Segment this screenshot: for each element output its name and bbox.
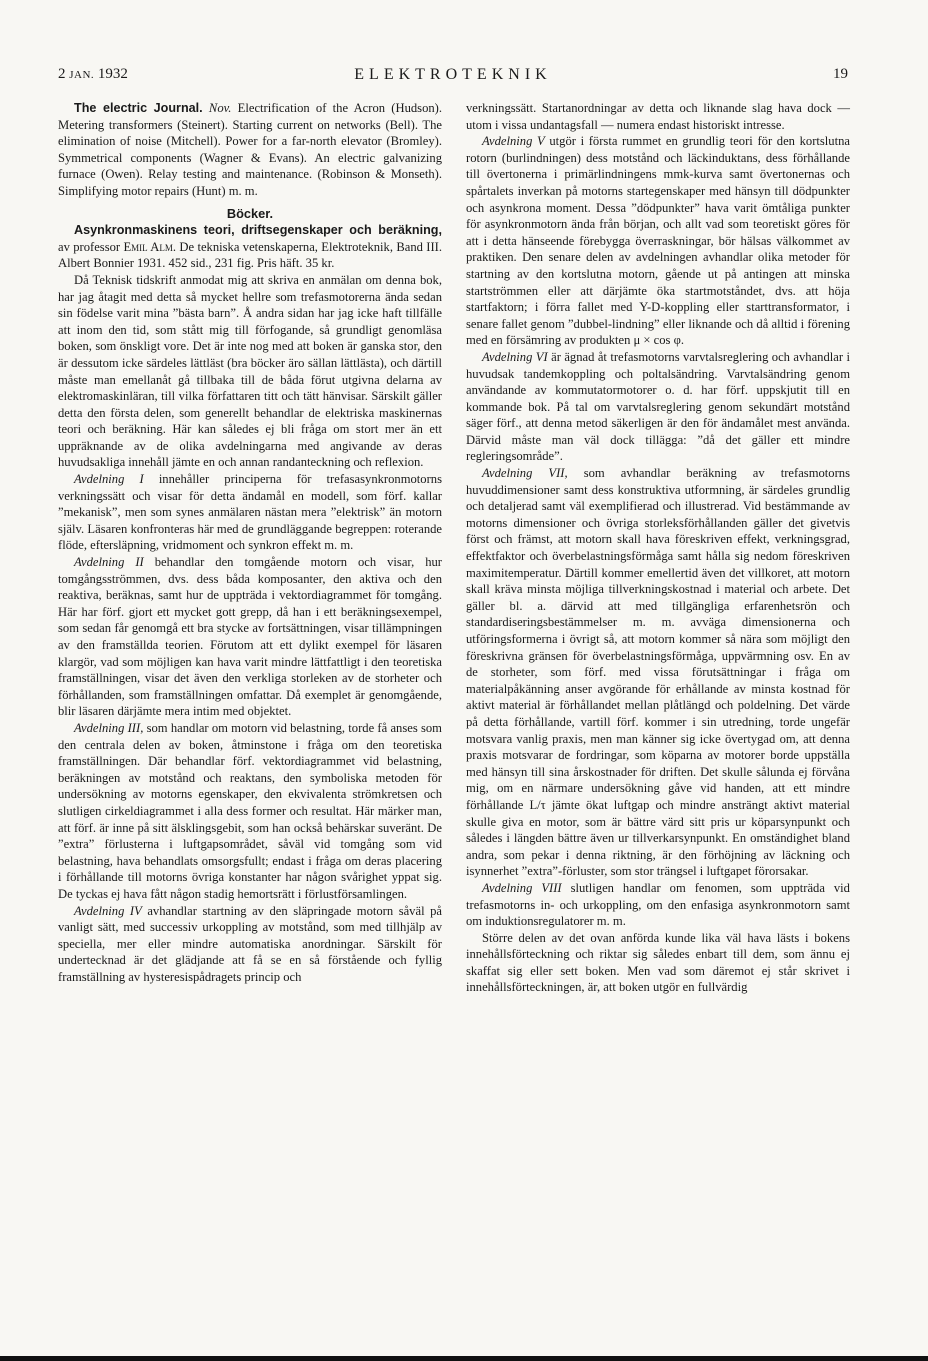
book-title: Asynkronmaskinens teori, driftsegenskaper och beräkning,: [74, 223, 442, 238]
review-paragraph: Då Teknisk tidskrift anmodat mig att skriva en anmälan om denna bok, har jag åtagit med detta så mycket hellre som trefasmotorerna ända sedan sin födelse varit mina ”bästa barn”. Å andra sidan har jag icke haft tillfälle att inom den tid, som stått mig till förfogande, så grundligt genomläsa boken, som önskligt vore. Det är inte nog med att boken är ganska stor, den är dessutom icke särdeles lättläst (bra böcker äro sällan lättlästa), och därtill måste man emellanåt gå tillbaka till de båda förut utgivna delarna av elektromaskinläran, till vilka författaren titt och tätt hänvisar. Särskilt gäller detta den första delen, som generellt behandlar de elektriska maskinernas teori och beräkning. Här kan således ej bli fråga om stort mer än ett uppräknande av de olika avdelningarna med angivande av deras huvudsakliga innehåll jämte en och annan randanteckning och reflexion.: [58, 272, 442, 470]
journal-contents: Electrification of the Acron (Hudson). Metering transformers (Steinert). Starting current on networks (Bell). The elimination of noise (Mitchell). Power for a far-north elevator (Bromley). Symmetrical components (Wagner & Evans). An electric galvanizing furnace (Owen). Relay testing and maintenance. (Robinson & Monseth). Simplifying motor repairs (Hunt) m. m.: [58, 101, 443, 198]
review-paragraph: [58, 471, 442, 554]
book-details: De tekniska vetenskaperna, Elektroteknik, Band III. Albert Bonnier 1931. 452 sid., 231 fig. Pris häft. 35 kr.: [58, 239, 442, 271]
review-paragraph: [466, 349, 850, 465]
section-text: innehåller principerna för trefasasynkronmotorns verkningssätt och visar för detta ändamål en modell, som förf. kallar ”mekanisk”, men som synes anmälaren nästan mera ”elektrisk” än motorn själv. Läsaren konfronteras här med de grundläggande begreppen: roterande flöde, eftersläpning, vridmoment och synkron effekt m. m.: [58, 472, 442, 553]
section-lead: Avdelning VIII: [482, 880, 562, 895]
section-text: behandlar den tomgående motorn och visar, hur tomgångsströmmen, dvs. dess båda komposanter, den aktiva och den reaktiva, beräknas, samt hur de uppträda i vektordiagrammet för tomgång. Här har förf. gjort ett mycket gott grepp, då han i ett beräkningsexempel, som sedan får genomgå ett bra stycke av fortsättningen, visar tillämpningen av den framställda teorien. Förutom att ett dylikt exempel för läsaren klargör, vad som möjligen kan hava varit mindre lättfattligt i den teoretiska framställningen, visar det även den verkliga storleken av de storheter och förhållanden, som framställningen omfattar. Då exemplet är genomgående, blir läsaren därjämte mera intim med objektet.: [58, 555, 443, 719]
journal-title: ELEKTROTEKNIK: [354, 66, 552, 83]
journal-name: The electric Journal.: [74, 101, 203, 115]
book-by: av professor: [58, 239, 121, 254]
review-paragraph: [58, 554, 442, 720]
review-paragraph: verkningssätt. Startanordningar av detta och liknande slag hava dock — utom i vissa undantagsfall — numera endast historiskt intresse.: [466, 101, 850, 132]
section-text: slutligen handlar om fenomen, som uppträda vid trefasmotorns in- och urkoppling, om den enfasiga asynkronmotorn samt om induktionsregulatorer m. m.: [466, 880, 850, 929]
right-column: [466, 100, 850, 996]
journal-issue: Nov.: [208, 101, 232, 115]
review-paragraph: [58, 720, 442, 903]
page-header: [58, 66, 848, 90]
section-text: utgör i första rummet en grundlig teori för den kortslutna rotorn (burlindningen) dess motstånd och läckinduktans, dess förhållande till övertonerna i primärlindningens mmk-kurva samt övertonernas och spårtalets inverkan på motorns startegenskaper med hänsyn till dödpunkter och asynkrona moment. Dessa ”dödpunkter” hava varit ömtåliga punkter för asynkronmotorn ända från början, och allt vad som teoretiskt göres för att i detta hänseende förebygga överraskningar, bör hälsas välkommet av praktiken. Den senare delen av avdelningen avhandlar olika metoder för startning av den kortslutna motorn, gående ut på antingen att minska startströmmen eller att därjämte öka startmotståndet, dvs. att höja startfaktorn; i förra fallet med Y-D-koppling eller starttransformator, i senare fallet genom ”dubbel-lindning” eller liknande och då alltid i förening med en försämring av produkten μ × cos φ.: [466, 134, 850, 348]
review-paragraph: [466, 465, 850, 880]
section-text: avhandlar startning av den släpringade motorn såväl på vanligt sätt, med successiv urkoppling av motstånd, som med tillhjälp av speciella, mer eller mindre automatiska anordningar. Särskilt för undertecknad är det glädjande att få se en så förstående och fyllig framställning av hysteresispådragets princip och: [58, 903, 442, 984]
date-year: 1932: [97, 66, 128, 82]
book-reference: [58, 222, 442, 272]
section-lead: Avdelning III,: [74, 720, 144, 735]
date-day: 2: [58, 66, 66, 82]
section-text: som handlar om motorn vid belastning, torde få anses som den centrala delen av boken, åtminstone i fråga om den teoretiska framställningen. Där behandlar förf. vektordiagrammet vid belastning, beräkningen av motstånd och reaktans, den symboliska metoden för undersökning av motorns egenskaper, den ekvivalenta strömkretsen och slutligen cirkeldiagrammet i alla dess former och resultat. Här märker man, att förf. är inne på sitt älsklingsgebit, som han också behärskar suveränt. De ”extra” förlusterna i luftgapsområdet, såväl vid tomgång som vid belastning, hava behandlats omsorgsfullt; endast i fråga om deras placering i förhållande till motorns övriga konstanter har någon svårighet yppat sig. De tyckas ej hava fått någon stadig hemortsrätt i förlustförsamlingen.: [58, 720, 442, 901]
section-text: är ägnad åt trefasmotorns varvtalsreglering och avhandlar i huvudsak tandemkoppling och poltalsändring. Varvtalsändring genom användande av kommutatormotorer o. d. har förf. uppskjutit till en kommande bok. På tal om varvtalsreglering genom sekundärt motstånd säger förf., att denna metod säkerligen är den för ändamålet mest använda. Därvid måste man väl dock tillägga: ”då det gäller ett mindre regleringsområde”.: [466, 349, 850, 464]
section-lead: Avdelning VI: [482, 349, 548, 364]
left-column: [58, 100, 442, 985]
journal-review-paragraph: [58, 100, 442, 200]
section-text: som avhandlar beräkning av trefasmotorns huvuddimensioner samt dess konstruktiva utformning, är särdeles grundlig och detaljerad samt väl exemplifierad och illustrerad. Vid bestämmande av motorns dimensioner och övriga storleksförhållanden gäller det givetvis först och främst, att motorn skall hava föreskriven effekt, verkningsgrad, effektfaktor och överbelastningsförmåga samt hålla sig nedom föreskriven maximitemperatur. Därtill kommer emellertid även det villkoret, att motorn skall kräva minsta möjliga tillverkningskostnad i material och arbete. Det gäller bl. a. därvid att med tillgängliga erfarenhetsrön och standardiseringsbestämmelser m. m. avväga dimensionerna och utföringsformerna i övrigt så, att motorn kommer så nära som möjligt den föreskrivna gränsen för överbelastningsförmåga, uppvärmning osv. En av de storheter, som förf. med vissa förutsättningar i fråga om materialpåkänning anser avgörande för erhållande av minsta kostnad för aktivt material är förhållandet mellan plåtlängd och poldelning. Det värde på detta förhållande, vartill förf. kommer i sin utredning, torde ungefär motsvara vanlig praxis, men man känner sig icke övertygad om, att denna praxis motsvarar de fordringar, som köparna av motorer borde uppställa med hänsyn till sina årskostnader för driften. Det skulle sålunda ej förvåna mig, om en närmare undersökning gåve vid handen, att ett mindre förhållande L/τ jämte ökat luftgap och mindre ansträngt aktivt material skulle giva en motor, som är bättre värd sitt pris ur köparsynpunkt och således i längden bättre även ur tillverkarsynpunkt. En omständighet bland andra, som pekar i denna riktning, är den förhöjning av läckning och isynnerhet ”extra”-förluster, som stor trängsel i luftgapet förorsakar.: [466, 466, 850, 879]
section-lead: Avdelning II: [74, 555, 144, 570]
book-author: Emil Alm.: [123, 239, 177, 254]
review-paragraph: Större delen av det ovan anförda kunde lika väl hava lästs i bokens innehållsförteckning och riktar sig således enbart till dem, som ännu ej skaffat sig eller sett boken. Men vad som däremot ej står skrivet i innehållsförteckningen, är, att boken utgör en fullvärdig: [466, 930, 850, 995]
review-paragraph: [58, 903, 442, 986]
review-paragraph: [466, 133, 850, 349]
date-month: JAN.: [69, 69, 95, 81]
section-lead: Avdelning IV: [74, 903, 142, 918]
section-heading: Böcker.: [226, 205, 274, 221]
scan-edge: [0, 1356, 928, 1361]
review-paragraph: [466, 880, 850, 930]
page-number: 19: [833, 66, 848, 82]
section-lead: Avdelning I: [74, 472, 144, 487]
section-lead: Avdelning VII,: [482, 466, 568, 481]
section-lead: Avdelning V: [482, 134, 545, 149]
